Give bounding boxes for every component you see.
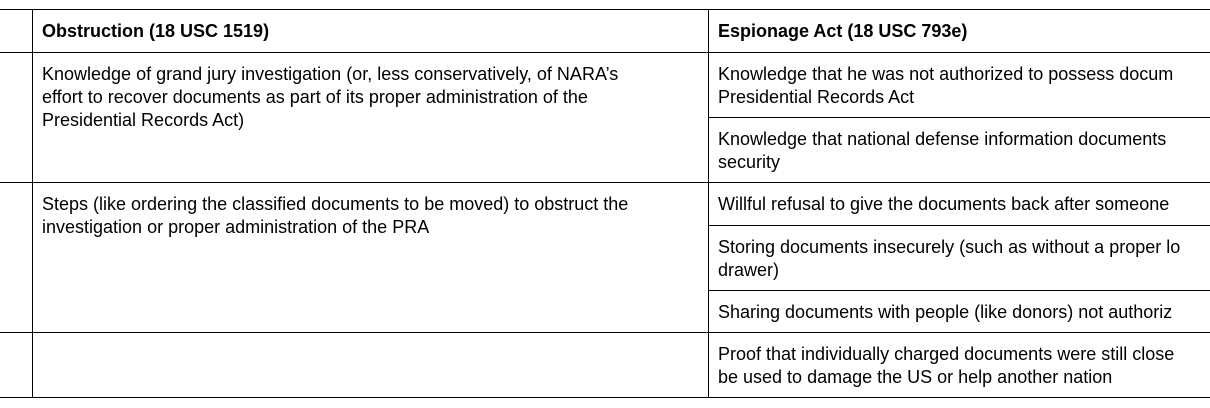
table-bottom-border xyxy=(0,397,1210,398)
row-1-obstruction-line-1: Knowledge of grand jury investigation (or, less conservatively, of NARA’s xyxy=(42,64,619,84)
row-2-obstruction-line-2: investigation or proper administration of the PRA xyxy=(42,217,430,237)
espionage-column-header: Espionage Act (18 USC 793e) xyxy=(718,21,968,41)
table-top-border xyxy=(0,9,1210,10)
row-1-espionage-item-2-line-2: security xyxy=(718,152,781,172)
row-2-sub-divider-1 xyxy=(708,225,1210,226)
first-column-divider xyxy=(32,9,33,398)
row-1-espionage-item-1-line-2: Presidential Records Act xyxy=(718,87,915,107)
row-2-espionage-item-3-line-1: Sharing documents with people (like donors) not authoriz xyxy=(718,302,1173,322)
row-1-espionage-item-2-line-1: Knowledge that national defense information documents xyxy=(718,129,1167,149)
row-2-obstruction-line-1: Steps (like ordering the classified documents to be moved) to obstruct the xyxy=(42,194,629,214)
row-2-sub-divider-2 xyxy=(708,290,1210,291)
row-1-sub-divider xyxy=(708,117,1210,118)
row-3-espionage-item-1-line-1: Proof that individually charged documents were still close xyxy=(718,344,1175,364)
second-column-divider xyxy=(708,9,709,398)
row-2-espionage-item-2-line-1: Storing documents insecurely (such as without a proper lo xyxy=(718,237,1181,257)
row-3-espionage-item-1-line-2: be used to damage the US or help another nation xyxy=(718,367,1113,387)
row-1-espionage-item-1-line-1: Knowledge that he was not authorized to possess docum xyxy=(718,64,1174,84)
header-bottom-border xyxy=(0,52,1210,53)
row-1-obstruction-line-2: effort to recover documents as part of its proper administration of the xyxy=(42,87,588,107)
row-1-bottom-border xyxy=(0,182,1210,183)
row-1-obstruction-line-3: Presidential Records Act) xyxy=(42,110,245,130)
obstruction-column-header: Obstruction (18 USC 1519) xyxy=(42,21,270,41)
row-2-espionage-item-1-line-1: Willful refusal to give the documents back after someone xyxy=(718,194,1170,214)
row-2-espionage-item-2-line-2: drawer) xyxy=(718,260,780,280)
row-2-bottom-border xyxy=(0,332,1210,333)
